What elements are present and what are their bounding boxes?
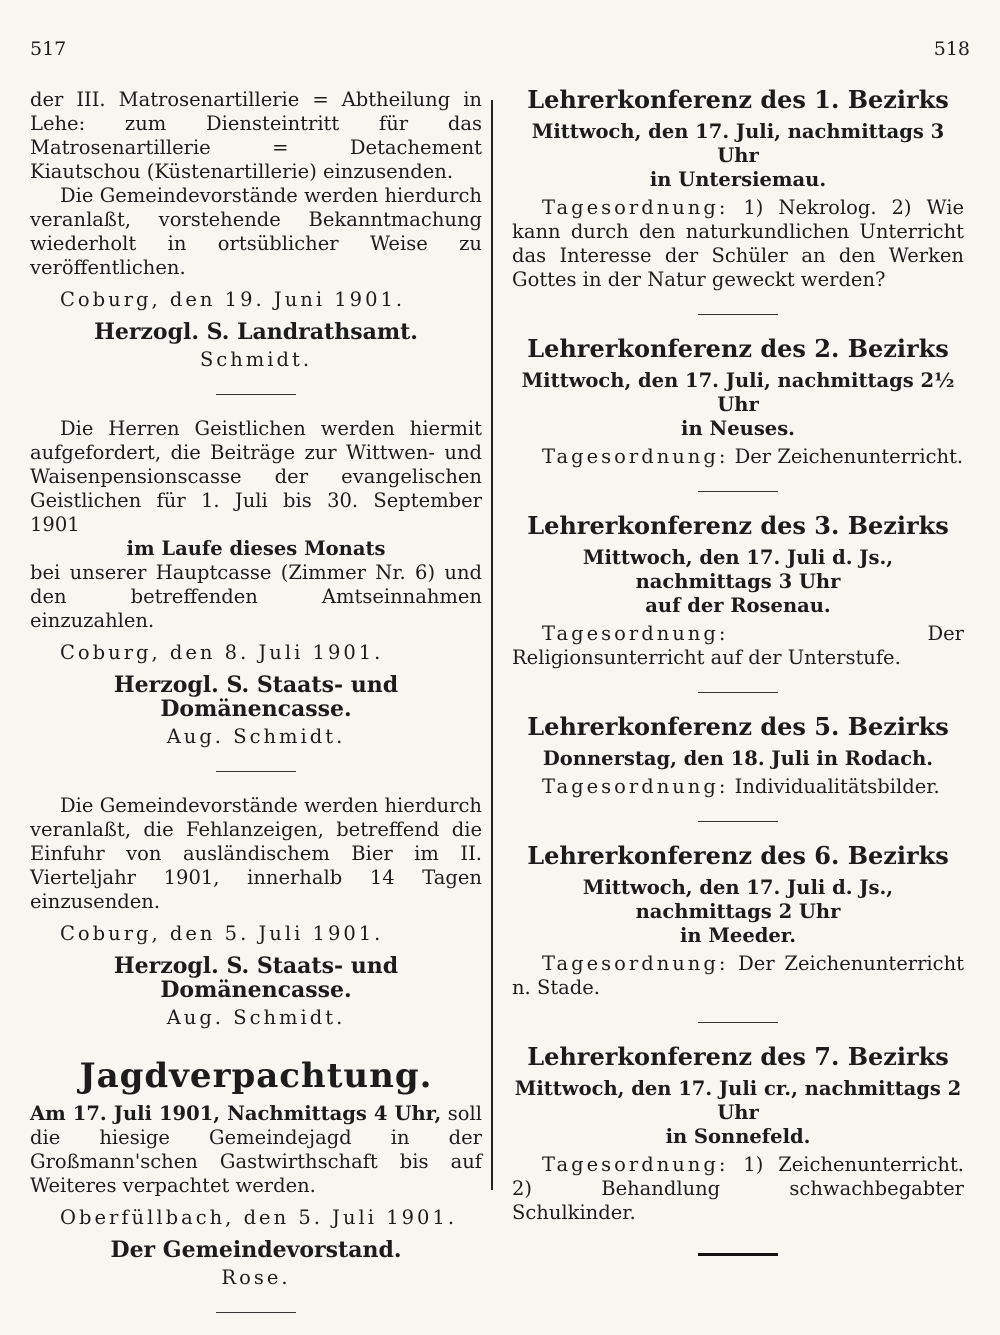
signature-office: Herzogl. S. Landrathsamt. [94,319,418,345]
section-divider [698,821,778,822]
conference-agenda: Tagesordnung: 1) Nekrolog. 2) Wie kann durch den naturkundlichen Unterricht das Interesse der Schüler an den Werken Gottes in der Natur geweckt werden? [512,196,964,291]
conference-time: Mittwoch, den 17. Juli, nachmittags 3 Uhr [531,120,945,167]
right-column [512,85,964,1256]
signature-office: Herzogl. S. Staats- und Domänencasse. [113,953,399,1003]
conference-time: Mittwoch, den 17. Juli, nachmittags 2½ Uhr [521,369,955,416]
conference-agenda: Tagesordnung: Der Zeichenunterricht. [542,445,964,468]
conference-time: Mittwoch, den 17. Juli d. Js., nachmittags 2 Uhr [582,876,894,923]
conference-heading: Lehrerkonferenz des 5. Bezirks [527,712,949,741]
signature-name: Aug. Schmidt. [166,1006,346,1029]
section-divider [698,1022,778,1023]
signature-place-date: Oberfüllbach, den 5. Juli 1901. [60,1206,458,1229]
signature-name: Schmidt. [199,348,313,371]
section-divider [216,771,296,772]
conference-place: in Neuses. [681,417,795,440]
section-divider [698,491,778,492]
conference-5 [512,712,964,799]
conference-2 [512,334,964,469]
section-divider [698,314,778,315]
notice-geistliche [30,417,482,749]
page-number-left: 517 [30,38,67,60]
signature-place-date: Coburg, den 19. Juni 1901. [60,288,406,311]
section-heading: Jagdverpachtung. [79,1056,433,1096]
conference-6 [512,841,964,1000]
conference-agenda: Tagesordnung: 1) Zeichenunterricht. 2) Behandlung schwachbegabter Schulkinder. [512,1153,964,1224]
conference-heading: Lehrerkonferenz des 3. Bezirks [527,511,949,540]
signature-office: Herzogl. S. Staats- und Domänencasse. [113,672,399,722]
conference-agenda: Tagesordnung: Der Zeichenunterricht n. Stade. [512,952,964,999]
left-column [30,88,482,1335]
signature-name: Rose. [221,1266,291,1289]
notice-paragraph: bei unserer Hauptcasse (Zimmer Nr. 6) und den betreffenden Amtseinnahmen einzuzahlen. [30,561,482,632]
page-number-right: 518 [933,38,970,60]
section-divider [698,692,778,693]
notice-fehlanzeigen [30,794,482,1030]
notice-continuation-text: der III. Matrosenartillerie = Abtheilung in Lehe: zum Diensteintritt für das Matrosenartillerie = Detachement Kiautschou (Küstenartillerie) einzusenden. [30,88,482,183]
conference-place: auf der Rosenau. [645,594,831,617]
section-divider [216,394,296,395]
notice-paragraph: Am 17. Juli 1901, Nachmittags 4 Uhr, soll die hiesige Gemeindejagd in der Großmann'schen Gastwirthschaft bis auf Weiteres verpachtet werden. [30,1102,482,1197]
notice-paragraph: Die Gemeindevorstände werden hierdurch veranlaßt, vorstehende Bekanntmachung wiederholt in ortsüblicher Weise zu veröffentlichen. [30,184,482,279]
notice-landrathsamt [30,88,482,372]
signature-office: Der Gemeindevorstand. [110,1237,402,1263]
signature-name: Aug. Schmidt. [166,725,346,748]
notice-paragraph: Die Gemeindevorstände werden hierdurch veranlaßt, die Fehlanzeigen, betreffend die Einfuhr von ausländischem Bier im II. Vierteljahr 1901, innerhalb 14 Tagen einzusenden. [30,794,482,913]
conference-7 [512,1042,964,1225]
conference-heading: Lehrerkonferenz des 7. Bezirks [527,1042,949,1071]
notice-paragraph: Die Herren Geistlichen werden hiermit aufgefordert, die Beiträge zur Wittwen- und Waisenpensionscasse der evangelischen Geistlichen für 1. Juli bis 30. September 1901 [30,417,482,536]
notice-jagdverpachtung [30,1056,482,1290]
signature-place-date: Coburg, den 8. Juli 1901. [60,641,384,664]
conference-time: Mittwoch, den 17. Juli d. Js., nachmittags 3 Uhr [582,546,894,593]
conference-place: in Sonnefeld. [665,1125,811,1148]
notice-emphasis: im Laufe dieses Monats [126,537,386,560]
column-divider [491,100,493,1190]
conference-time: Mittwoch, den 17. Juli cr., nachmittags 2 Uhr [514,1077,962,1124]
conference-heading: Lehrerkonferenz des 2. Bezirks [527,334,949,363]
conference-place: in Meeder. [679,924,797,947]
conference-1 [512,85,964,292]
end-rule [698,1253,778,1256]
conference-place: in Untersiemau. [649,168,827,191]
conference-agenda: Tagesordnung: Der Religionsunterricht auf der Unterstufe. [512,622,964,669]
conference-time: Donnerstag, den 18. Juli in Rodach. [542,747,934,770]
signature-place-date: Coburg, den 5. Juli 1901. [60,922,384,945]
section-divider [216,1312,296,1313]
conference-heading: Lehrerkonferenz des 6. Bezirks [527,841,949,870]
conference-3 [512,511,964,670]
conference-heading: Lehrerkonferenz des 1. Bezirks [527,85,949,114]
conference-agenda: Tagesordnung: Individualitätsbilder. [542,775,940,798]
